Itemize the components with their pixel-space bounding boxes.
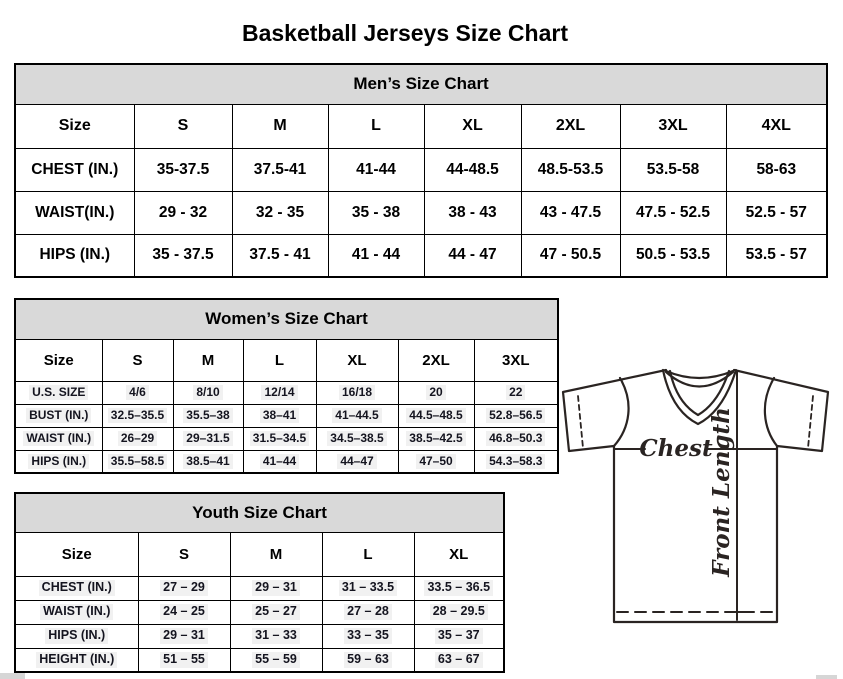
- column-header-s: S: [138, 532, 230, 576]
- front-length-label: Front Length: [708, 407, 735, 577]
- cell: 38.5–42.5: [398, 427, 474, 450]
- row-label: CHEST (IN.): [15, 148, 134, 191]
- cell: 20: [398, 381, 474, 404]
- page-edge-artifact: [816, 675, 837, 679]
- table-row-waist: [15, 600, 504, 624]
- left-cuff-dashed-line: [578, 396, 583, 448]
- row-label: WAIST(IN.): [15, 191, 134, 234]
- left-armhole-seam: [614, 378, 629, 446]
- row-label: HIPS (IN.): [15, 624, 138, 648]
- cell: 35.5–58.5: [102, 450, 173, 473]
- cell: 47 - 50.5: [521, 234, 620, 277]
- cell: 44.5–48.5: [398, 404, 474, 427]
- column-header-s: S: [134, 104, 232, 148]
- column-header-l: L: [328, 104, 424, 148]
- collar-back-arc: [666, 371, 733, 378]
- column-header-l: L: [322, 532, 414, 576]
- cell: 29–31.5: [173, 427, 243, 450]
- cell: 16/18: [316, 381, 398, 404]
- cell: 12/14: [243, 381, 316, 404]
- womens-chart-header: [15, 299, 558, 339]
- cell: 27 – 29: [138, 576, 230, 600]
- cell: 32 - 35: [232, 191, 328, 234]
- youth-size-chart: [14, 492, 503, 673]
- cell: 47–50: [398, 450, 474, 473]
- table-row-waist: [15, 191, 827, 234]
- cell: 29 - 32: [134, 191, 232, 234]
- womens-table: [14, 298, 559, 474]
- cell: 44–47: [316, 450, 398, 473]
- cell: 34.5–38.5: [316, 427, 398, 450]
- cell: 38–41: [243, 404, 316, 427]
- cell: 29 – 31: [138, 624, 230, 648]
- column-header-l: L: [243, 339, 316, 381]
- cell: 35 – 37: [414, 624, 504, 648]
- cell: 41 - 44: [328, 234, 424, 277]
- row-label: HEIGHT (IN.): [15, 648, 138, 672]
- cell: 22: [474, 381, 558, 404]
- column-header-m: M: [230, 532, 322, 576]
- cell: 41–44: [243, 450, 316, 473]
- mens-size-header-row: [15, 104, 827, 148]
- table-row-chest: [15, 576, 504, 600]
- cell: 52.5 - 57: [726, 191, 827, 234]
- cell: 53.5 - 57: [726, 234, 827, 277]
- cell: 53.5-58: [620, 148, 726, 191]
- table-row-hips: [15, 450, 558, 473]
- cell: 25 – 27: [230, 600, 322, 624]
- cell: 35.5–38: [173, 404, 243, 427]
- size-column-header: Size: [15, 532, 138, 576]
- table-row-us-size: [15, 381, 558, 404]
- jersey-measurement-diagram: [548, 356, 840, 632]
- cell: 47.5 - 52.5: [620, 191, 726, 234]
- cell: 44-48.5: [424, 148, 521, 191]
- cell: 35-37.5: [134, 148, 232, 191]
- column-header-2xl: 2XL: [398, 339, 474, 381]
- mens-table: [14, 63, 828, 278]
- cell: 8/10: [173, 381, 243, 404]
- cell: 59 – 63: [322, 648, 414, 672]
- cell: 35 - 37.5: [134, 234, 232, 277]
- youth-chart-header: [15, 493, 504, 532]
- womens-size-chart: [14, 298, 557, 474]
- cell: 31 – 33.5: [322, 576, 414, 600]
- chest-label: Chest: [639, 435, 713, 462]
- column-header-s: S: [102, 339, 173, 381]
- table-row-hips: [15, 234, 827, 277]
- table-row-height: [15, 648, 504, 672]
- column-header-2xl: 2XL: [521, 104, 620, 148]
- row-label: U.S. SIZE: [15, 381, 102, 404]
- cell: 44 - 47: [424, 234, 521, 277]
- page-edge-artifact: [0, 673, 25, 679]
- row-label: HIPS (IN.): [15, 234, 134, 277]
- size-column-header: Size: [15, 104, 134, 148]
- row-label: WAIST (IN.): [15, 427, 102, 450]
- page-title: Basketball Jerseys Size Chart: [241, 20, 568, 47]
- cell: 35 - 38: [328, 191, 424, 234]
- column-header-3xl: 3XL: [474, 339, 558, 381]
- right-cuff-dashed-line: [808, 396, 813, 448]
- mens-chart-header: [15, 64, 827, 104]
- cell: 29 – 31: [230, 576, 322, 600]
- cell: 32.5–35.5: [102, 404, 173, 427]
- table-row-bust: [15, 404, 558, 427]
- womens-size-header-row: [15, 339, 558, 381]
- cell: 31 – 33: [230, 624, 322, 648]
- table-row-waist: [15, 427, 558, 450]
- row-label: HIPS (IN.): [15, 450, 102, 473]
- cell: 31.5–34.5: [243, 427, 316, 450]
- row-label: WAIST (IN.): [15, 600, 138, 624]
- cell: 58-63: [726, 148, 827, 191]
- cell: 24 – 25: [138, 600, 230, 624]
- cell: 43 - 47.5: [521, 191, 620, 234]
- cell: 33.5 – 36.5: [414, 576, 504, 600]
- cell: 48.5-53.5: [521, 148, 620, 191]
- cell: 26–29: [102, 427, 173, 450]
- row-label: BUST (IN.): [15, 404, 102, 427]
- jersey-outline: [563, 370, 828, 622]
- right-armhole-seam: [765, 378, 777, 446]
- cell: 52.8–56.5: [474, 404, 558, 427]
- cell: 46.8–50.3: [474, 427, 558, 450]
- cell: 41–44.5: [316, 404, 398, 427]
- column-header-xl: XL: [316, 339, 398, 381]
- column-header-xl: XL: [414, 532, 504, 576]
- youth-size-header-row: [15, 532, 504, 576]
- cell: 41-44: [328, 148, 424, 191]
- youth-table: [14, 492, 505, 673]
- cell: 4/6: [102, 381, 173, 404]
- table-row-hips: [15, 624, 504, 648]
- youth-chart-title: Youth Size Chart: [15, 493, 504, 532]
- mens-chart-title: Men’s Size Chart: [15, 64, 827, 104]
- cell: 51 – 55: [138, 648, 230, 672]
- column-header-m: M: [173, 339, 243, 381]
- cell: 37.5-41: [232, 148, 328, 191]
- cell: 50.5 - 53.5: [620, 234, 726, 277]
- row-label: CHEST (IN.): [15, 576, 138, 600]
- cell: 38 - 43: [424, 191, 521, 234]
- cell: 27 – 28: [322, 600, 414, 624]
- mens-size-chart: [14, 63, 826, 278]
- cell: 37.5 - 41: [232, 234, 328, 277]
- column-header-m: M: [232, 104, 328, 148]
- cell: 54.3–58.3: [474, 450, 558, 473]
- table-row-chest: [15, 148, 827, 191]
- cell: 33 – 35: [322, 624, 414, 648]
- size-column-header: Size: [15, 339, 102, 381]
- cell: 63 – 67: [414, 648, 504, 672]
- cell: 55 – 59: [230, 648, 322, 672]
- cell: 38.5–41: [173, 450, 243, 473]
- column-header-4xl: 4XL: [726, 104, 827, 148]
- cell: 28 – 29.5: [414, 600, 504, 624]
- column-header-xl: XL: [424, 104, 521, 148]
- column-header-3xl: 3XL: [620, 104, 726, 148]
- womens-chart-title: Women’s Size Chart: [15, 299, 558, 339]
